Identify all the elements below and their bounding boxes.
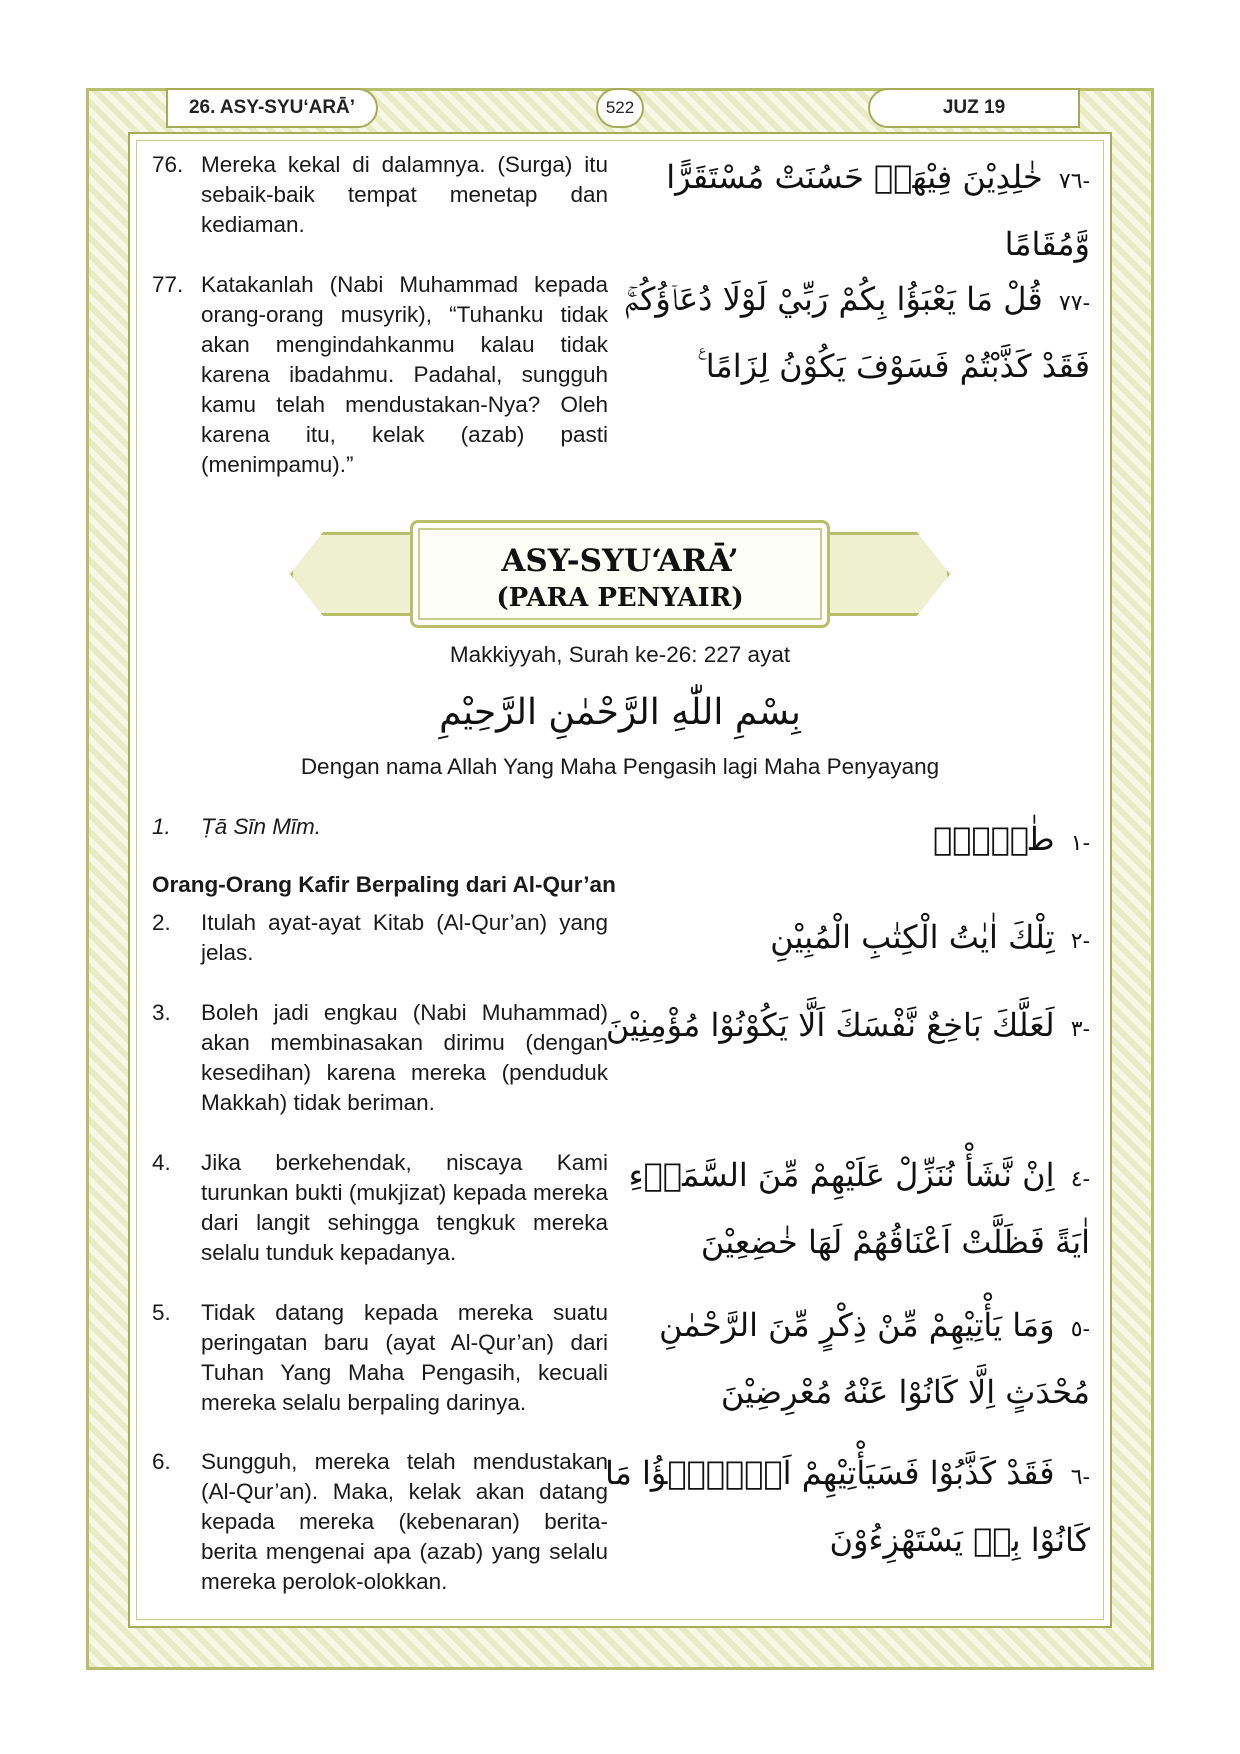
arabic-verse-number: -١ bbox=[1070, 831, 1090, 856]
verse-3-arabic bbox=[590, 994, 1090, 1061]
basmalah: بِسْمِ اللّٰهِ الرَّحْمٰنِ الرَّحِيْمِ bbox=[439, 692, 801, 733]
verse-6-arabic bbox=[590, 1442, 1090, 1571]
basmalah-translation: Dengan nama Allah Yang Maha Pengasih lagi Maha Penyayang bbox=[300, 754, 940, 779]
verse-77 bbox=[152, 270, 608, 480]
verse-2-arabic bbox=[590, 906, 1090, 973]
verse-number: 5. bbox=[152, 1300, 171, 1325]
verse-number: 6. bbox=[152, 1449, 171, 1474]
verse-2 bbox=[152, 908, 608, 968]
verse-number: 77. bbox=[152, 272, 184, 297]
arabic-text: تِلْكَ اٰيٰتُ الْكِتٰبِ الْمُبِيْنِ bbox=[770, 918, 1055, 956]
verse-1 bbox=[152, 812, 608, 842]
surah-info: Makkiyyah, Surah ke-26: 227 ayat bbox=[449, 642, 791, 667]
arabic-text: فَقَدْ كَذَّبُوْا فَسَيَأْتِيْهِمْ اَنْۢبٰۤؤُا مَا كَانُوْا بِهٖ يَسْتَهْزِءُوْنَ bbox=[604, 1454, 1090, 1559]
verse-translation: Sungguh, mereka telah mendustakan (Al-Qur’an). Maka, kelak akan datang kepada mereka (kebenaran) berita-berita mengenai apa (azab) yang selalu mereka perolok-olokkan. bbox=[201, 1449, 608, 1594]
verse-76-arabic bbox=[590, 146, 1090, 275]
arabic-text: خٰلِدِيْنَ فِيْهَاۗ حَسُنَتْ مُسْتَقَرًّا وَّمُقَامًا bbox=[666, 158, 1090, 263]
arabic-text: لَعَلَّكَ بَاخِعٌ نَّفْسَكَ اَلَّا يَكُوْنُوْا مُؤْمِنِيْنَ bbox=[605, 1006, 1055, 1044]
verse-number: 3. bbox=[152, 1000, 171, 1025]
verse-3 bbox=[152, 998, 608, 1118]
surah-header-tab: 26. ASY-SYU‘ARĀ’ bbox=[166, 88, 378, 128]
surah-title-cartouche bbox=[290, 514, 950, 634]
arabic-text: طٰسۤمّۤ bbox=[933, 820, 1055, 858]
verse-76 bbox=[152, 150, 608, 240]
arabic-text: اِنْ نَّشَأْ نُنَزِّلْ عَلَيْهِمْ مِّنَ السَّمَاۤءِ اٰيَةً فَظَلَّتْ اَعْنَاقُهُمْ لَهَا خٰضِعِيْنَ bbox=[628, 1156, 1090, 1261]
surah-title: ASY-SYU‘ARĀ’ bbox=[501, 543, 739, 579]
verse-5 bbox=[152, 1298, 608, 1418]
arabic-text: وَمَا يَأْتِيْهِمْ مِّنْ ذِكْرٍ مِّنَ الرَّحْمٰنِ مُحْدَثٍ اِلَّا كَانُوْا عَنْهُ مُعْرِضِيْنَ bbox=[659, 1306, 1090, 1411]
arabic-verse-number: -٦ bbox=[1070, 1465, 1090, 1490]
verse-translation: Boleh jadi engkau (Nabi Muhammad) akan membinasakan dirimu (dengan kesedihan) karena mereka (penduduk Makkah) tidak beriman. bbox=[201, 1000, 608, 1115]
verse-number: 2. bbox=[152, 910, 171, 935]
verse-number: 1. bbox=[152, 814, 171, 839]
verse-1-arabic bbox=[590, 808, 1090, 875]
verse-number: 76. bbox=[152, 152, 184, 177]
verse-number: 4. bbox=[152, 1150, 171, 1175]
arabic-verse-number: -٣ bbox=[1070, 1017, 1090, 1042]
verse-translation: Itulah ayat-ayat Kitab (Al-Qur’an) yang jelas. bbox=[201, 910, 608, 965]
page-number: 522 bbox=[596, 88, 644, 128]
juz-header-tab: JUZ 19 bbox=[868, 88, 1080, 128]
arabic-verse-number: -٧٧ bbox=[1058, 291, 1090, 316]
arabic-verse-number: -٥ bbox=[1070, 1317, 1090, 1342]
verse-translation: Jika berkehendak, niscaya Kami turunkan bukti (mukjizat) kepada mereka dari langit sehingga tengkuk mereka selalu tunduk kepadanya. bbox=[201, 1150, 608, 1265]
verse-4-arabic bbox=[590, 1144, 1090, 1273]
verse-translation: Katakanlah (Nabi Muhammad kepada orang-orang musyrik), “Tuhanku tidak akan mengindahkanmu kalau tidak karena ibadahmu. Padahal, sungguh kamu telah mendustakan-Nya? Oleh karena itu, kelak (azab) pasti (menimpamu).” bbox=[201, 272, 608, 477]
cartouche-body bbox=[410, 520, 830, 628]
arabic-verse-number: -٧٦ bbox=[1058, 169, 1090, 194]
verse-6 bbox=[152, 1447, 608, 1597]
verse-77-arabic bbox=[590, 268, 1090, 397]
arabic-verse-number: -٢ bbox=[1070, 929, 1090, 954]
verse-translation: Ṭā Sīn Mīm. bbox=[201, 814, 322, 839]
verse-4 bbox=[152, 1148, 608, 1268]
verse-5-arabic bbox=[590, 1294, 1090, 1423]
arabic-verse-number: -٤ bbox=[1070, 1167, 1090, 1192]
section-heading: Orang-Orang Kafir Berpaling dari Al-Qur’an bbox=[152, 872, 616, 897]
surah-subtitle: (PARA PENYAIR) bbox=[496, 583, 744, 613]
verse-translation: Mereka kekal di dalamnya. (Surga) itu sebaik-baik tempat menetap dan kediaman. bbox=[201, 152, 608, 237]
arabic-text: قُلْ مَا يَعْبَؤُا بِكُمْ رَبِّيْ لَوْلَا دُعَاۤؤُكُمْۚ فَقَدْ كَذَّبْتُمْ فَسَوْفَ يَكُوْنُ لِزَامًا ࣖ bbox=[624, 280, 1090, 385]
verse-translation: Tidak datang kepada mereka suatu peringatan baru (ayat Al-Qur’an) dari Tuhan Yang Maha Pengasih, kecuali mereka selalu berpaling darinya. bbox=[201, 1300, 608, 1415]
